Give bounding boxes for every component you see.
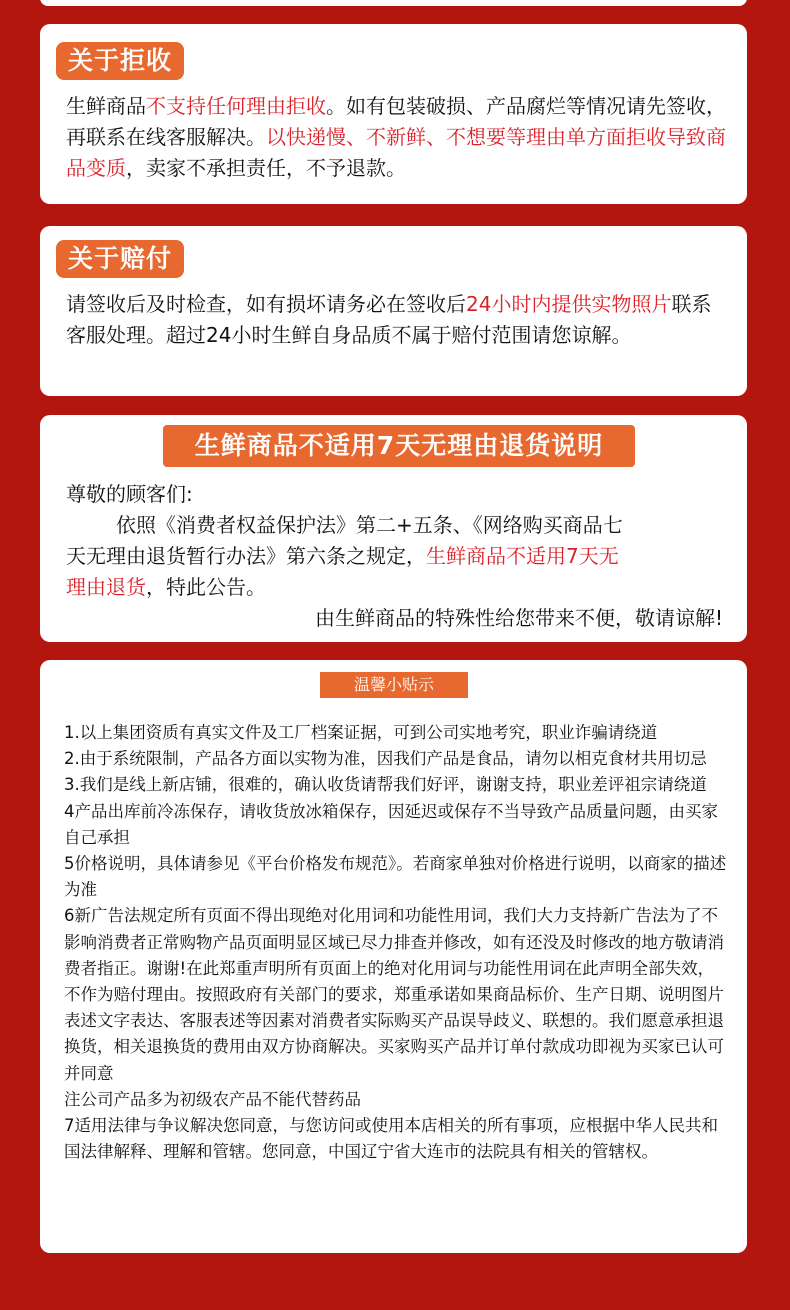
refuse-card [40, 24, 747, 204]
tips-item-4: 4产品出库前冷冻保存，请收货放冰箱保存，因延迟或保存不当导致产品质量问题，由买家自己承担 [64, 801, 718, 847]
refuse-tag: 关于拒收 [56, 42, 184, 80]
tips-item-2: 2.由于系统限制，产品各方面以实物为准，因我们产品是食品，请勿以相克食材共用切忌 [64, 749, 707, 769]
compensation-tag: 关于赔付 [56, 240, 184, 278]
tips-item-5: 5价格说明，具体请参见《平台价格发布规范》。若商家单独对价格进行说明，以商家的描述为准 [64, 854, 727, 900]
tips-item-3: 3.我们是线上新店铺，很难的，确认收货请帮我们好评，谢谢支持，职业差评祖宗请绕道 [64, 775, 707, 795]
compensation-card [40, 226, 747, 396]
tips-item-6: 6新广告法规定所有页面不得出现绝对化用词和功能性用词，我们大力支持新广告法为了不影响消费者正常购物产品页面明显区域已尽力排查并修改，如有还没及时修改的地方敬请消费者指正。谢谢!在此郑重声明所有页面上的绝对化用词与功能性用词在此声明全部失效，不作为赔付理由。按照政府有关部门的要求，郑重承诺如果商品标价、生产日期、说明图片表述文字表达、客服表述等因素对消费者实际购买产品误导歧义、联想的。我们愿意承担退换货，相关退换货的费用由双方协商解决。买家购买产品并订单付款成功即视为买家已认可并同意 [64, 906, 724, 1083]
notice-line-2: 天无理由退货暂行办法》第六条之规定，生鲜商品不适用7天无 [66, 544, 619, 568]
top-card-remnant [40, 0, 747, 6]
tips-card [40, 660, 747, 1253]
tips-item-7: 7适用法律与争议解决您同意，与您访问或使用本店相关的所有事项，应根据中华人民共和国法律解释、理解和管辖。您同意，中国辽宁省大连市的法院具有相关的管辖权。 [64, 1116, 718, 1162]
tips-list [64, 720, 729, 1165]
tips-item-1: 1.以上集团资质有真实文件及工厂档案证据，可到公司实地考究，职业诈骗请绕道 [64, 723, 658, 742]
notice-title: 生鲜商品不适用7天无理由退货说明 [163, 425, 635, 467]
notice-line-3: 理由退货，特此公告。 [66, 575, 266, 599]
tips-item-note: 注公司产品多为初级农产品不能代替药品 [64, 1089, 361, 1109]
notice-closing: 由生鲜商品的特殊性给您带来不便，敬请谅解! [314, 606, 723, 630]
compensation-text: 请签收后及时检查，如有损坏请务必在签收后24小时内提供实物照片联系客服处理。超过24小时生鲜自身品质不属于赔付范围请您谅解。 [66, 292, 712, 347]
tips-tag: 温馨小贴示 [320, 672, 468, 698]
notice-card [40, 415, 747, 642]
notice-greeting: 尊敬的顾客们: [66, 482, 193, 506]
notice-line-1: 依照《消费者权益保护法》第二+五条、《网络购买商品七 [116, 513, 623, 537]
refuse-text: 生鲜商品不支持任何理由拒收。如有包装破损、产品腐烂等情况请先签收，再联系在线客服解决。以快递慢、不新鲜、不想要等理由单方面拒收导致商品变质，卖家不承担责任，不予退款。 [66, 94, 726, 180]
